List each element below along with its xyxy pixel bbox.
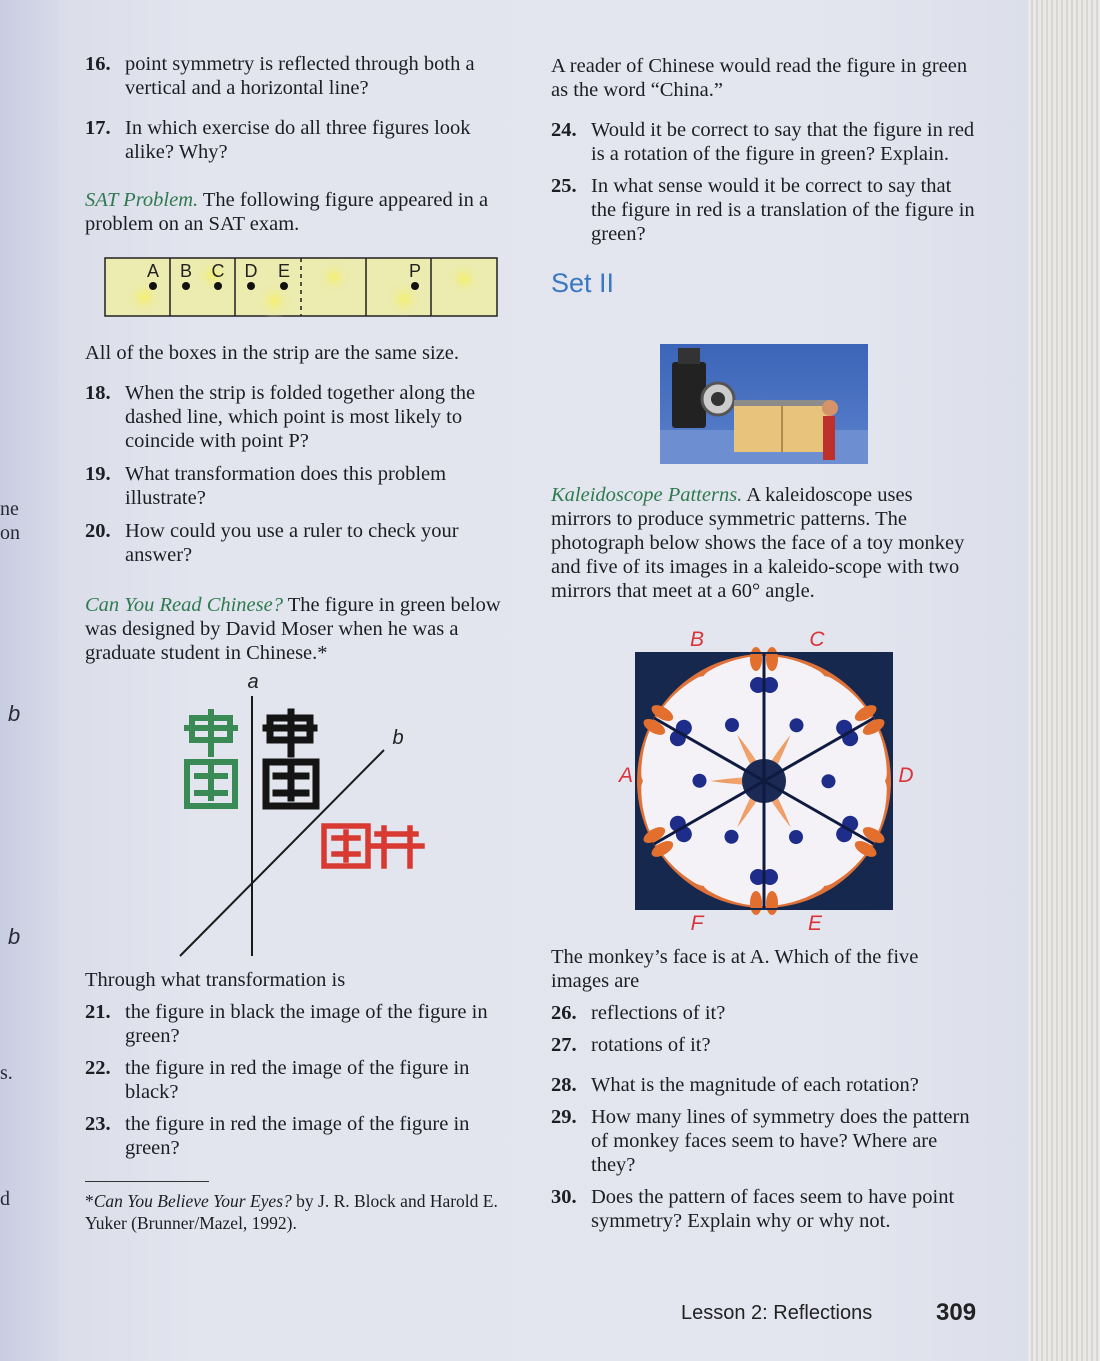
line-a-label: a [247, 671, 259, 693]
monkey-face-intro: The monkey’s face is at A. Which of the five images are [551, 946, 919, 992]
page-number: 309 [936, 1299, 977, 1326]
running-footer: Lesson 2: Reflections [681, 1302, 873, 1324]
strip-label-p: P [408, 261, 422, 281]
kaleidoscope-intro: Kaleidoscope Patterns. A kaleidoscope uses mirrors to produce symmetric patterns. The photograph below shows the face of a toy monkey and five of its images in a kaleido-scope with two mirrors that meet at a 60° angle. [551, 484, 965, 602]
exercise-24: 24. Would it be correct to say that the figure in red is a rotation of the figure in green? Explain. [551, 119, 975, 165]
exercise-26: 26. reflections of it? [551, 1002, 726, 1024]
exercise-29: 29. How many lines of symmetry does the pattern of monkey faces seem to have? Where are they? [551, 1106, 970, 1176]
label-a: A [618, 764, 634, 787]
label-c: C [809, 628, 825, 651]
chinese-intro: Can You Read Chinese? The figure in green below was designed by David Moser when he was a graduate student in Chinese.* [85, 594, 501, 664]
exercise-21: 21. the figure in black the image of the figure in green? [85, 1001, 488, 1047]
kaleidoscope-photo [660, 344, 868, 464]
boxes-same-size: All of the boxes in the strip are the same size. [85, 342, 460, 364]
margin-fragment: b [8, 924, 21, 949]
exercise-27: 27. rotations of it? [551, 1034, 711, 1056]
strip-label-b: B [179, 261, 193, 281]
strip-label-a: A [146, 261, 160, 281]
margin-fragment: ne [0, 498, 19, 520]
strip-label-e: E [277, 261, 291, 281]
reader-of-chinese: A reader of Chinese would read the figure in green as the word “China.” [551, 55, 968, 101]
exercise-22: 22. the figure in red the image of the figure in black? [85, 1057, 470, 1103]
exercise-25: 25. In what sense would it be correct to say that the figure in red is a translation of the figure in green? [551, 175, 975, 245]
footnote-rule [85, 1181, 209, 1182]
exercise-30: 30. Does the pattern of faces seem to have point symmetry? Explain why or why not. [551, 1186, 955, 1232]
previous-page-strip [0, 0, 58, 1361]
margin-fragment: s. [0, 1062, 13, 1084]
exercise-17: 17. In which exercise do all three figures look alike? Why? [85, 117, 471, 163]
exercise-19: 19. What transformation does this problem illustrate? [85, 463, 447, 509]
label-f: F [690, 912, 704, 935]
exercise-23: 23. the figure in red the image of the figure in green? [85, 1113, 470, 1159]
left-column-middle [85, 341, 515, 665]
strip-label-d: D [244, 261, 258, 281]
china-ambigram-figure [170, 668, 440, 960]
kaleidoscope-pattern-figure [615, 626, 915, 940]
through-what-transformation: Through what transformation is [85, 969, 346, 991]
exercise-20: 20. How could you use a ruler to check your answer? [85, 520, 459, 566]
left-column-bottom [85, 968, 515, 1160]
line-b-label: b [392, 727, 404, 749]
green-figure [187, 712, 235, 806]
label-b: B [689, 628, 705, 651]
right-column-bottom [551, 945, 976, 1233]
exercise-28: 28. What is the magnitude of each rotation? [551, 1074, 919, 1096]
label-d: D [898, 764, 914, 787]
label-e: E [807, 912, 823, 935]
exercise-18: 18. When the strip is folded together along the dashed line, which point is most likely to coincide with point P? [85, 382, 476, 452]
margin-fragment: b [8, 701, 21, 726]
black-figure [266, 712, 316, 806]
strip-label-c: C [211, 261, 225, 281]
set-ii-heading: Set II [551, 268, 615, 298]
right-column [551, 54, 976, 299]
sat-problem-intro: SAT Problem. The following figure appeared in a problem on an SAT exam. [85, 189, 489, 235]
exercise-16: 16. point symmetry is reflected through both a vertical and a horizontal line? [85, 53, 475, 99]
red-figure [324, 826, 422, 866]
margin-fragment: on [0, 522, 20, 544]
footnote: *Can You Believe Your Eyes? by J. R. Block and Harold E. Yuker (Brunner/Mazel, 1992). [85, 1191, 498, 1233]
sat-strip-figure [104, 257, 498, 317]
left-column [85, 52, 515, 236]
margin-fragment: d [0, 1188, 10, 1210]
book-page-edges [1028, 0, 1100, 1361]
kaleidoscope-text-block [551, 483, 976, 603]
